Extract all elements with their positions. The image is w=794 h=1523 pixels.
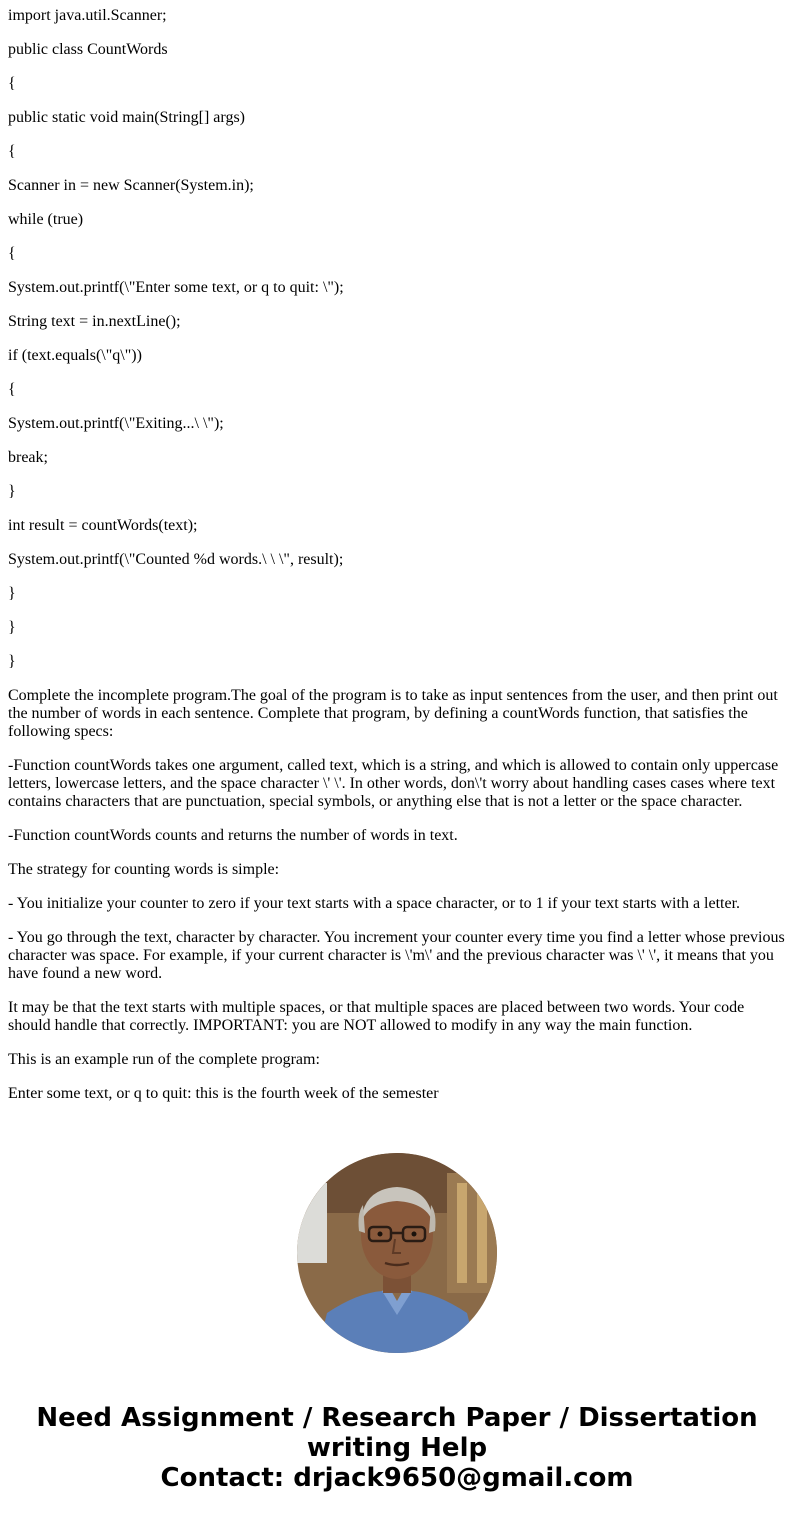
code-line: import java.util.Scanner; — [8, 7, 167, 24]
code-line: System.out.printf(\"Counted %d words.\ \ \", result); — [8, 551, 344, 568]
description-paragraph: It may be that the text starts with multiple spaces, or that multiple spaces are placed between two words. Your code should handle that correctly. IMPORTANT: you are NOT allowed to modify in any way the main function. — [8, 999, 745, 1034]
code-line: } — [8, 483, 16, 500]
code-line: } — [8, 653, 16, 670]
code-line: public class CountWords — [8, 41, 168, 58]
code-line: public static void main(String[] args) — [8, 109, 245, 126]
code-line: { — [8, 245, 16, 262]
description-paragraph: The strategy for counting words is simple: — [8, 861, 280, 878]
code-line: int result = countWords(text); — [8, 517, 198, 534]
avatar — [297, 1153, 497, 1353]
promo-contact-line: Contact: drjack9650@gmail.com — [160, 1463, 634, 1493]
description-paragraph: This is an example run of the complete program: — [8, 1051, 320, 1068]
code-line: if (text.equals(\"q\")) — [8, 347, 142, 364]
code-block — [8, 7, 786, 671]
description-paragraph: - You go through the text, character by character. You increment your counter every time you find a letter whose previous character was space. For example, if your current character is \'m\' and the previous character was \' \', it means that you have found a new word. — [8, 929, 785, 982]
promo-banner — [0, 1403, 794, 1493]
code-line: System.out.printf(\"Exiting...\ \"); — [8, 415, 224, 432]
code-line: while (true) — [8, 211, 84, 228]
code-line: Scanner in = new Scanner(System.in); — [8, 177, 254, 194]
description-paragraph: - You initialize your counter to zero if your text starts with a space character, or to 1 if your text starts with a letter. — [8, 895, 741, 912]
code-line: break; — [8, 449, 48, 466]
example-run-line: Enter some text, or q to quit: this is the fourth week of the semester — [8, 1085, 439, 1102]
question-content — [8, 0, 786, 1122]
person-portrait-icon — [297, 1153, 497, 1353]
code-line: System.out.printf(\"Enter some text, or q to quit: \"); — [8, 279, 344, 296]
code-line: { — [8, 75, 16, 92]
question-description — [8, 687, 786, 1103]
code-line: String text = in.nextLine(); — [8, 313, 181, 330]
description-paragraph: -Function countWords counts and returns the number of words in text. — [8, 827, 458, 844]
code-line: { — [8, 143, 16, 160]
description-paragraph: -Function countWords takes one argument, called text, which is a string, and which is allowed to contain only uppercase letters, lowercase letters, and the space character \' \'. In other words, don\'t worry about handling cases cases where text contains characters that are punctuation, special symbols, or anything else that is not a letter or the space character. — [8, 757, 779, 810]
code-line: { — [8, 381, 16, 398]
promo-heading-line: writing Help — [306, 1433, 488, 1463]
code-line: } — [8, 619, 16, 636]
description-paragraph: Complete the incomplete program.The goal of the program is to take as input sentences from the user, and then print out the number of words in each sentence. Complete that program, by defining a countWords function, that satisfies the following specs: — [8, 687, 778, 740]
code-line: } — [8, 585, 16, 602]
promo-heading-line: Need Assignment / Research Paper / Dissertation — [36, 1403, 758, 1433]
